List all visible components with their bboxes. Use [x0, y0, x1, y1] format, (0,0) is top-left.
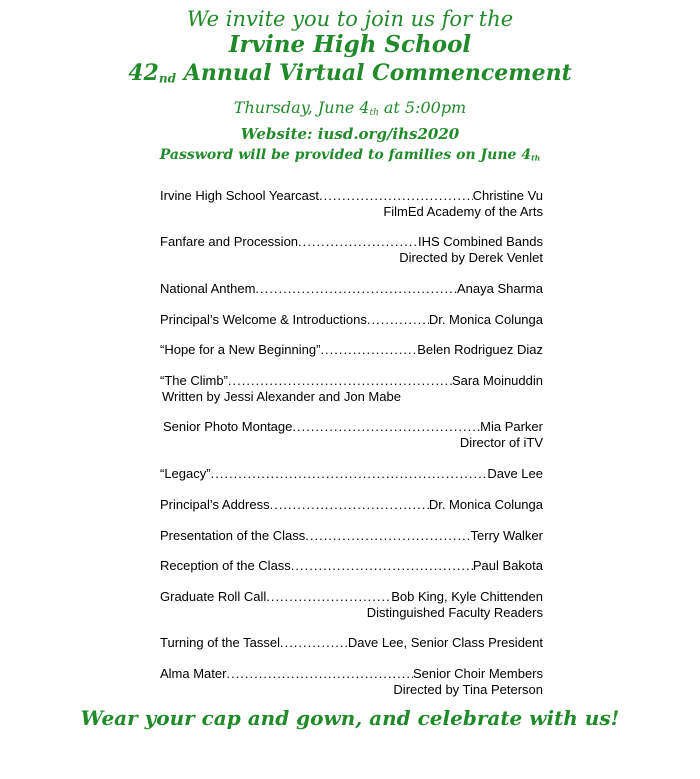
event-name: Annual Virtual Commencement: [183, 60, 572, 86]
program-person: Terry Walker: [470, 528, 543, 543]
date-time: at 5:00pm: [383, 98, 467, 118]
program-person: Dr. Monica Colunga: [428, 497, 543, 512]
event-title: [0, 58, 700, 93]
program-title: Fanfare and Procession: [160, 234, 299, 249]
leader-dots: [319, 188, 473, 204]
ordinal-suffix: nd: [158, 71, 177, 86]
leader-dots: [211, 466, 488, 482]
program-title: “Hope for a New Beginning”: [160, 342, 321, 357]
program-title: Senior Photo Montage: [163, 419, 293, 434]
leader-dots: [270, 497, 429, 513]
leader-dots: [255, 281, 457, 297]
program-title: Reception of the Class: [160, 558, 291, 573]
program-item: [160, 635, 543, 651]
program-person: Mia Parker: [480, 419, 543, 434]
program-person: Belen Rodriguez Diaz: [417, 342, 543, 357]
leader-dots: [280, 635, 348, 651]
event-date: [0, 97, 700, 124]
program-item: [160, 312, 543, 328]
program-person: Bob King, Kyle Chittenden: [391, 589, 543, 604]
program-title: “The Climb”: [160, 373, 228, 388]
program-note: Directed by Tina Peterson: [393, 682, 543, 697]
program-item: [160, 373, 543, 405]
password-line: [0, 144, 700, 170]
leader-dots: [305, 528, 470, 544]
program-item: [160, 281, 543, 297]
program-note: Directed by Derek Venlet: [399, 250, 543, 265]
program-title: Alma Mater: [160, 666, 227, 681]
leader-dots: [228, 373, 452, 389]
program-title: Principal’s Welcome & Introductions: [160, 312, 367, 327]
leader-dots: [266, 589, 391, 605]
program-item: [160, 419, 543, 451]
leader-dots: [226, 666, 412, 682]
program-item: [160, 234, 543, 266]
program-title: Principal’s Address: [160, 497, 270, 512]
program-title: Turning of the Tassel: [160, 635, 280, 650]
leader-dots: [367, 312, 429, 328]
program-item: [160, 558, 543, 574]
website-line: Website: iusd.org/ihs2020: [240, 125, 460, 144]
invite-line: We invite you to join us for the: [186, 7, 514, 31]
closing-message: Wear your cap and gown, and celebrate with us!: [80, 706, 620, 730]
program-person: Dave Lee, Senior Class President: [347, 635, 543, 650]
program-item: [160, 497, 543, 513]
program-title: National Anthem: [160, 281, 256, 296]
program-item: [160, 188, 543, 220]
program-title: Presentation of the Class: [160, 528, 306, 543]
date-suffix: th: [369, 108, 379, 119]
leader-dots: [320, 342, 417, 358]
program-title: Irvine High School Yearcast: [160, 188, 319, 203]
password-prefix: Password will be provided to families on June 4: [159, 147, 532, 164]
program-person: Dr. Monica Colunga: [428, 312, 543, 327]
program-person: Anaya Sharma: [457, 281, 543, 296]
leader-dots: [298, 234, 418, 250]
program-person: Christine Vu: [472, 188, 543, 203]
program-item: [160, 589, 543, 621]
ordinal-number: 42: [128, 60, 159, 86]
program-person: Sara Moinuddin: [451, 373, 543, 388]
date-prefix: Thursday, June 4: [233, 98, 370, 118]
program-person: Senior Choir Members: [412, 666, 543, 681]
invitation-header: [0, 6, 700, 170]
program-item: [160, 342, 543, 358]
password-suffix: th: [531, 153, 541, 163]
program-note: Director of iTV: [459, 435, 543, 450]
program-note: FilmEd Academy of the Arts: [383, 204, 543, 219]
program-title: “Legacy”: [160, 466, 211, 481]
leader-dots: [291, 558, 473, 574]
school-name: Irvine High School: [228, 31, 472, 58]
program-item: [160, 666, 543, 698]
program-person: Paul Bakota: [472, 558, 543, 573]
program-person: Dave Lee: [487, 466, 543, 481]
program-person: IHS Combined Bands: [417, 234, 543, 249]
program-title: Graduate Roll Call: [160, 589, 267, 604]
program-note: Distinguished Faculty Readers: [366, 605, 543, 620]
program-note: Written by Jessi Alexander and Jon Mabe: [162, 389, 401, 404]
program-item: [160, 466, 543, 482]
leader-dots: [292, 419, 480, 435]
program-item: [160, 528, 543, 544]
